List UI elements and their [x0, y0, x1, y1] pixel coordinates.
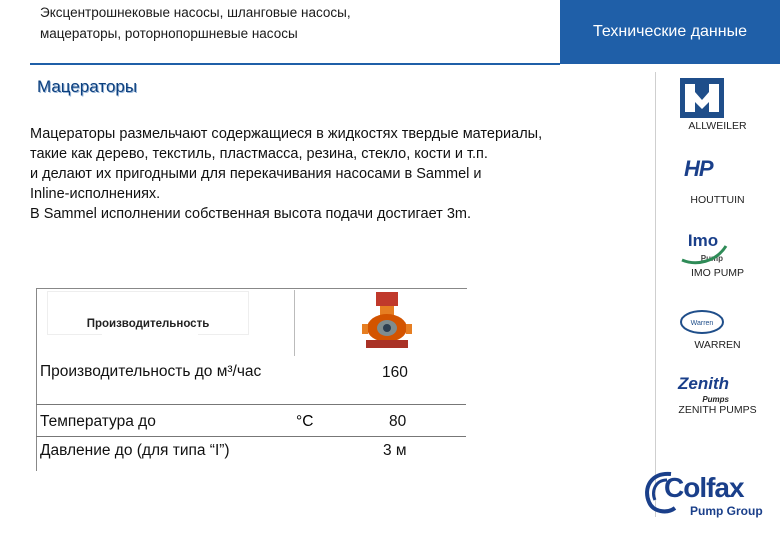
header-subtitle-line1: Эксцентрошнековые насосы, шланговые насосы,: [40, 5, 351, 20]
imo-logo-text: Imo: [687, 231, 719, 250]
tab-cutout: [102, 334, 198, 358]
page-title: Мацераторы: [37, 77, 138, 96]
row-capacity-value: 160: [382, 364, 408, 381]
zenith-logo-sub: Pumps: [702, 395, 729, 404]
zenith-logo-text: Zenith: [678, 374, 729, 393]
brand-column-divider: [655, 72, 656, 517]
header-divider: [30, 63, 560, 65]
row-capacity-label: Производительность до м³/час: [40, 363, 262, 380]
description-line: и делают их пригодными для перекачивания насосами в Sammel и: [30, 166, 482, 182]
row-temperature-unit: °C: [296, 413, 314, 430]
header-box: [560, 0, 780, 64]
macerator-pump-image: [362, 290, 412, 352]
warren-logo-text: Warren: [690, 320, 714, 327]
row-divider: [36, 436, 466, 437]
row-divider: [36, 404, 466, 405]
row-temperature-value: 80: [389, 413, 407, 430]
description-line: Inline-исполнениях.: [30, 186, 161, 202]
table-separator: [294, 290, 295, 356]
allweiler-logo-icon: [680, 78, 724, 118]
colfax-logo-text: Colfax: [664, 472, 744, 503]
description: [30, 124, 640, 224]
header-box-title: Технические данные: [592, 23, 747, 40]
header-subtitle-line2: мацераторы, роторнопоршневые насосы: [40, 26, 298, 41]
houttuin-logo-icon: HP: [684, 156, 713, 181]
colfax-logo-sub: Pump Group: [690, 504, 763, 518]
header-subtitle: [40, 2, 560, 44]
brand-imo-pump: IMO PUMP: [690, 267, 745, 279]
description-line: В Sammel исполнении собственная высота подачи достигает 3m.: [30, 206, 472, 222]
warren-logo-icon: [680, 310, 724, 334]
brand-houttuin: HOUTTUIN: [690, 194, 745, 206]
brand-zenith-pumps: ZENITH PUMPS: [678, 404, 757, 416]
imo-swoosh-icon: [676, 226, 730, 266]
row-pressure-value: 3 м: [383, 442, 407, 459]
description-line: Мацераторы размельчают содержащиеся в жидкостях твердые материалы,: [30, 126, 543, 142]
row-pressure-label: Давление до (для типа “I”): [40, 442, 230, 459]
spec-tab-label: [48, 292, 248, 334]
row-temperature-label: Температура до: [40, 413, 156, 430]
brand-warren: WARREN: [694, 339, 741, 351]
description-line: такие как дерево, текстиль, пластмасса, резина, стекло, кости и т.п.: [30, 146, 488, 162]
spec-tab-text: Производительность: [86, 318, 210, 330]
brand-allweiler: ALLWEILER: [688, 120, 747, 132]
imo-logo-sub: Pump: [700, 254, 723, 263]
